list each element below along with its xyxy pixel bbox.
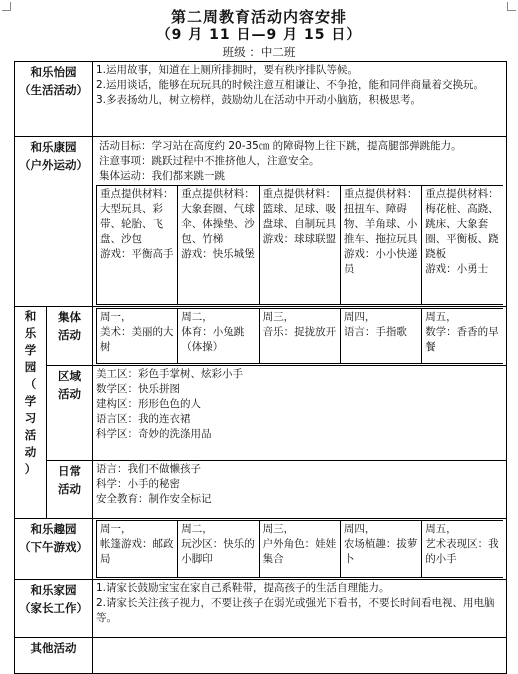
- group-day-3: 周三， 音乐：捉拢放开: [259, 309, 340, 364]
- group-day-1: 周一， 美术：美丽的大树: [97, 309, 178, 364]
- area-item: 数学区：快乐拼图: [96, 383, 180, 395]
- fun-day-1: 周一， 帐篷游戏：邮政局: [97, 521, 178, 578]
- area-item: 美工区：彩色手掌树、炫彩小手: [96, 368, 243, 380]
- fun-day-5: 周五， 艺术表现区：我的小手: [422, 521, 503, 578]
- class-label: 班级 ：中二班: [222, 45, 296, 59]
- document-title: 第二周教育活动内容安排: [170, 8, 347, 26]
- life-content: [93, 62, 507, 137]
- fun-content: [93, 519, 507, 580]
- outdoor-day-4: 重点提供材料：扭扭车、障碍物、羊角球、小推车、拖拉玩具 游戏：小小快递员: [340, 186, 421, 305]
- document-subtitle: （9 月 11 日—9 月 15 日）: [156, 27, 362, 43]
- daily-item: 科学：小手的秘密: [96, 478, 180, 490]
- life-item: 2.运用谈话，能够在玩玩具的时候注意互相谦让、不争抢，能和同伴商量着交换玩。: [96, 79, 485, 91]
- learning-daily-row: [15, 461, 507, 519]
- outdoor-note: 注意事项：跳跃过程中不推挤他人，注意安全。: [99, 155, 320, 167]
- fun-row: [15, 519, 507, 580]
- outdoor-row: [15, 137, 507, 307]
- learning-area-row: [15, 366, 507, 461]
- weekly-plan-table: [14, 61, 507, 674]
- outdoor-day-5: 重点提供材料：梅花桩、高跷、跳床、大象套圈、平衡板、跷跷板 游戏：小勇士: [422, 186, 503, 305]
- life-label: 和乐怡园 （生活活动）: [15, 62, 93, 137]
- fun-day-3: 周三， 户外角色：娃娃集合: [259, 521, 340, 578]
- daily-item: 语言：我们不做懒孩子: [96, 463, 201, 475]
- life-item: 1.运用故事，知道在上厕所排拥时，要有秩序排队等候。: [96, 64, 359, 76]
- group-activity-content: [93, 307, 507, 366]
- outdoor-day-1: 重点提供材料：大型玩具、彩带、轮胎、飞盘、沙包 游戏：平衡高手: [97, 186, 178, 305]
- learning-group-row: [15, 307, 507, 366]
- outdoor-days: [96, 185, 503, 305]
- home-content: [93, 580, 507, 638]
- outdoor-goal: 活动目标：学习站在高度约 20-35㎝ 的障碍物上往下跳，提高腿部弹跳能力。: [99, 140, 462, 152]
- outdoor-group: 集体运动：我们都来跳一跳: [99, 170, 225, 182]
- outdoor-day-2: 重点提供材料：大象套圈、气球伞、体操垫、沙包、竹梯 游戏：快乐城堡: [178, 186, 259, 305]
- group-day-4: 周四， 语言：手指歌: [340, 309, 421, 364]
- outdoor-day-3: 重点提供材料：篮球、足球、吸盘球、自制玩具 游戏：球球联盟: [259, 186, 340, 305]
- learning-label: 和 乐 学 园 （ 学 习 活 动 ）: [15, 307, 47, 519]
- outdoor-content: [93, 137, 507, 307]
- area-item: 语言区：我的连衣裙: [96, 413, 191, 425]
- area-activity-content: [93, 366, 507, 461]
- fun-label: 和乐趣园 （下午游戏）: [15, 519, 93, 580]
- home-label: 和乐家园 （家长工作）: [15, 580, 93, 638]
- other-row: [15, 638, 507, 674]
- life-item: 3.多表扬幼儿，树立榜样，鼓励幼儿在活动中开动小脑筋，积极思考。: [96, 94, 422, 106]
- area-item: 建构区：形形色色的人: [96, 398, 201, 410]
- other-label: 其他活动: [15, 638, 93, 674]
- fun-day-2: 周二， 玩沙区：快乐的小脚印: [178, 521, 259, 578]
- daily-activity-content: [93, 461, 507, 519]
- group-day-5: 周五， 数学：香香的早餐: [422, 309, 503, 364]
- group-activity-label: 集体 活动: [47, 307, 93, 366]
- life-row: [15, 62, 507, 137]
- home-row: [15, 580, 507, 638]
- home-item: 1.请家长鼓励宝宝在家自己系鞋带，提高孩子的生活自理能力。: [96, 582, 390, 594]
- daily-item: 安全教育：制作安全标记: [96, 493, 212, 505]
- area-item: 科学区：奇妙的洗涤用品: [96, 428, 212, 440]
- group-day-2: 周二， 体育：小兔跳（体操）: [178, 309, 259, 364]
- other-content: [93, 638, 507, 674]
- fun-day-4: 周四， 农场植趣：拔萝卜: [340, 521, 421, 578]
- area-activity-label: 区域 活动: [47, 366, 93, 461]
- daily-activity-label: 日常 活动: [47, 461, 93, 519]
- home-item: 2.请家长关注孩子视力，不要让孩子在弱光或强光下看书，不要长时间看电视、用电脑等。: [96, 597, 495, 624]
- outdoor-label: 和乐康园 （户外运动）: [15, 137, 93, 307]
